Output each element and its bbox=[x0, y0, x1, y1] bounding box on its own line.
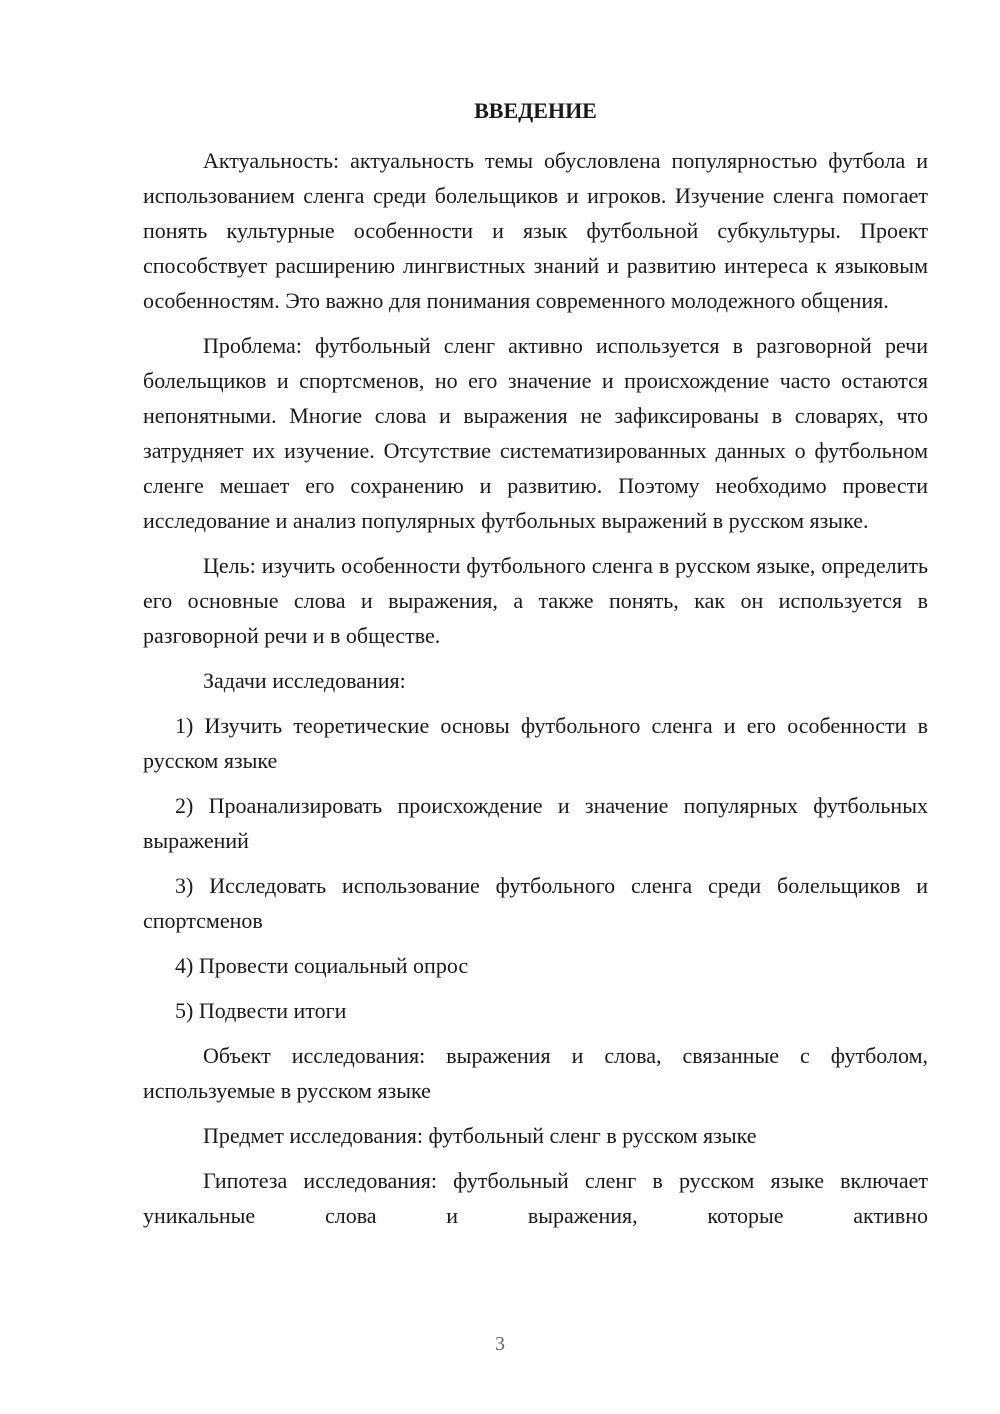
task-item-2: 2) Проанализировать происхождение и значение популярных футбольных выражений bbox=[143, 793, 928, 853]
task-item-4: 4) Провести социальный опрос bbox=[175, 953, 469, 978]
hypothesis-paragraph: Гипотеза исследования: футбольный сленг в русском языке включает уникальные слова и выражения, которые активно bbox=[143, 1168, 928, 1228]
section-title: ВВЕДЕНИЕ bbox=[474, 98, 597, 123]
goal-paragraph: Цель: изучить особенности футбольного сленга в русском языке, определить его основные слова и выражения, а также понять, как он используется в разговорной речи и в обществе. bbox=[143, 553, 928, 648]
relevance-paragraph: Актуальность: актуальность темы обусловлена популярностью футбола и использованием сленга среди болельщиков и игроков. Изучение сленга помогает понять культурные особенности и язык футбольной субкультуры. Проект способствует расширению лингвистных знаний и развитию интереса к языковым особенностям. Это важно для понимания современного молодежного общения. bbox=[143, 148, 928, 313]
subject-paragraph: Предмет исследования: футбольный сленг в русском языке bbox=[203, 1123, 757, 1148]
task-item-3: 3) Исследовать использование футбольного сленга среди болельщиков и спортсменов bbox=[143, 873, 928, 933]
object-paragraph: Объект исследования: выражения и слова, связанные с футболом, используемые в русском языке bbox=[143, 1043, 928, 1103]
page-number: 3 bbox=[495, 1333, 505, 1355]
problem-paragraph: Проблема: футбольный сленг активно используется в разговорной речи болельщиков и спортсменов, но его значение и происхождение часто остаются непонятными. Многие слова и выражения не зафиксированы в словарях, что затрудняет их изучение. Отсутствие систематизированных данных о футбольном сленге мешает его сохранению и развитию. Поэтому необходимо провести исследование и анализ популярных футбольных выражений в русском языке. bbox=[143, 333, 928, 533]
document-body bbox=[143, 143, 928, 1243]
tasks-heading: Задачи исследования: bbox=[203, 668, 406, 693]
task-item-5: 5) Подвести итоги bbox=[175, 998, 347, 1023]
task-item-1: 1) Изучить теоретические основы футбольного сленга и его особенности в русском языке bbox=[143, 713, 928, 773]
